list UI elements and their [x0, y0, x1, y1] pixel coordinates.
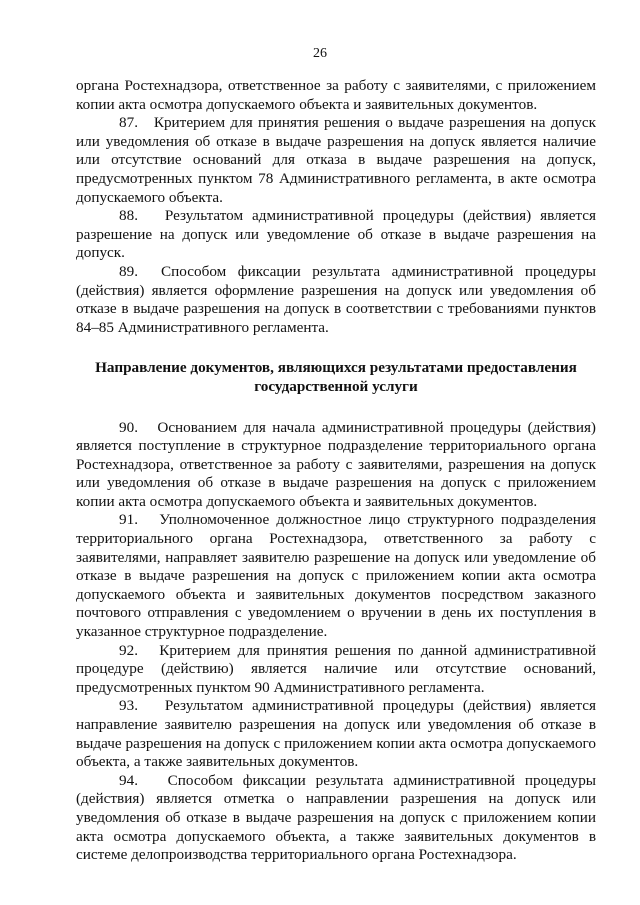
paragraph-93: 93. Результатом административной процедуры (действия) является направление заявителю разрешения на допуск или уведомления об отказе в выдаче разрешения на допуск с приложением копии акта осмотра допускаемого объекта, а также заявительных документов.: [76, 697, 596, 771]
section-heading: Направление документов, являющихся результатами предоставления государственной услуги: [95, 359, 577, 395]
paragraph-94: 94. Способом фиксации результата административной процедуры (действия) является отметка о направлении разрешения на допуск или уведомления об отказе в выдаче разрешения на допуск с приложением копии акта осмотра допускаемого объекта, а также заявительных документов в системе делопроизводства территориального органа Ростехнадзора.: [76, 771, 596, 864]
paragraph-91: 91. Уполномоченное должностное лицо структурного подразделения территориального органа Ростехнадзора, ответственного за работу с заявителями, направляет заявителю разрешение на допуск или уведомление об отказе в выдаче разрешения на допуск с приложением копии акта осмотра допускаемого объекта и заявительных документов посредством заказного почтового отправления с уведомлением о вручении в день их поступления в указанное структурное подразделение.: [76, 511, 596, 641]
paragraph-87: 87. Критерием для принятия решения о выдаче разрешения на допуск или уведомления об отказе в выдаче разрешения на допуск является наличие или отсутствие оснований для отказа в выдаче разрешения на допуск, предусмотренных пунктом 78 Административного регламента, в акте осмотра допускаемого объекта.: [76, 114, 596, 206]
paragraph-92: 92. Критерием для принятия решения по данной административной процедуре (действию) является наличие или отсутствие оснований, предусмотренных пунктом 90 Административного регламента.: [76, 641, 596, 696]
page-body: [76, 77, 596, 865]
paragraph-continuation: органа Ростехнадзора, ответственное за работу с заявителями, с приложением копии акта осмотра допускаемого объекта и заявительных документов.: [76, 77, 596, 113]
paragraph-89: 89. Способом фиксации результата административной процедуры (действия) является оформление разрешения на допуск или уведомления об отказе в выдаче разрешения на допуск в соответствии с требованиями пунктов 84–85 Административного регламента.: [76, 262, 596, 336]
paragraph-90: 90. Основанием для начала административной процедуры (действия) является поступление в структурное подразделение территориального органа Ростехнадзора, ответственное за работу с заявителями, разрешения на допуск или уведомления об отказе в выдаче разрешения на допуск с приложением копии акта осмотра допускаемого объекта и заявительных документов.: [76, 418, 596, 510]
paragraph-88: 88. Результатом административной процедуры (действия) является разрешение на допуск или уведомление об отказе в выдаче разрешения на допуск.: [76, 207, 596, 262]
page-number: 26: [313, 46, 327, 61]
